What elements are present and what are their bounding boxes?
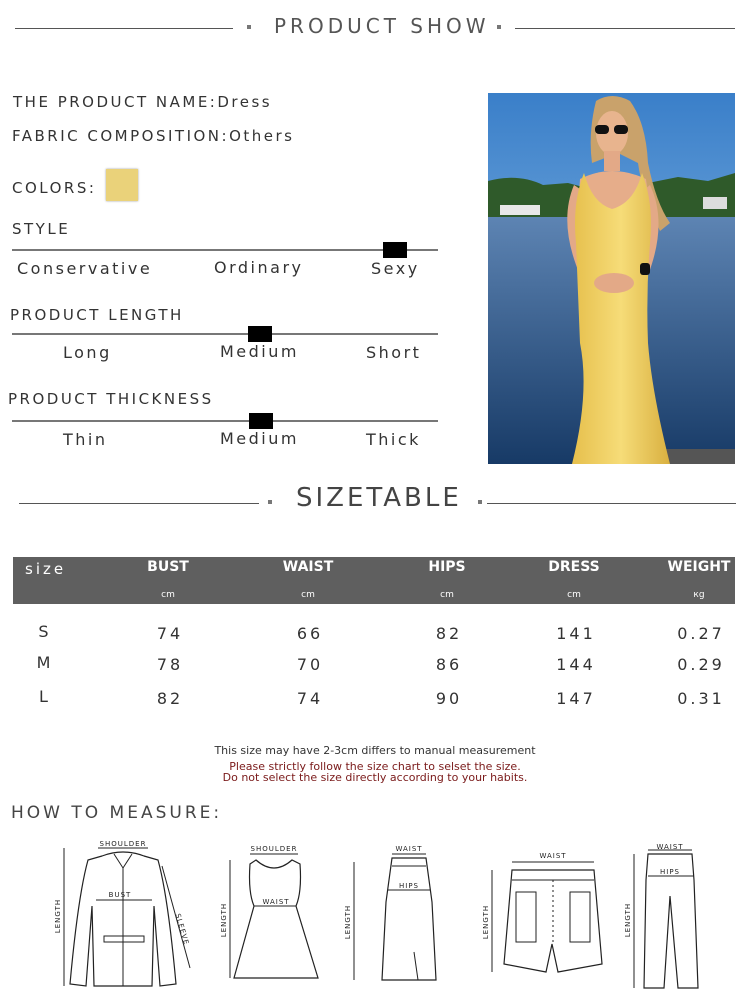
column-header-hips: HIPS [428, 559, 466, 575]
dress-waist-label: WAIST [262, 898, 290, 906]
style-marker [383, 242, 407, 258]
cell-dress: 144 [556, 655, 596, 674]
column-header-bust: BUST [147, 559, 189, 575]
column-unit-weight: кg [693, 590, 705, 600]
column-unit-dress: cm [567, 590, 581, 600]
column-header-dress: DRESS [548, 559, 600, 575]
length-scale [12, 333, 438, 335]
pants-waist-label: WAIST [656, 843, 684, 851]
pants-diagram [622, 840, 702, 992]
column-unit-bust: cm [161, 590, 175, 600]
jacket-bust-label: BUST [108, 891, 132, 899]
thickness-scale [12, 420, 438, 422]
cell-bust: 82 [156, 689, 184, 708]
column-header-waist: WAIST [282, 559, 334, 575]
header-dot-right [497, 25, 501, 29]
cell-bust: 78 [156, 655, 184, 674]
cell-weight: 0.27 [677, 624, 725, 643]
dress-diagram [216, 842, 328, 986]
thickness-marker [249, 413, 273, 429]
measurement-note: This size may have 2-3cm differs to manual measurement [214, 744, 536, 757]
jacket-diagram [50, 836, 200, 992]
size-column-header: size [25, 560, 67, 578]
dress-length-label: LENGTH [220, 902, 228, 938]
style-scale [12, 249, 438, 251]
how-to-measure-title: HOW TO MEASURE: [11, 803, 223, 823]
product-name: THE PRODUCT NAME:Dress [13, 93, 273, 111]
length-label: PRODUCT LENGTH [10, 306, 184, 324]
size-warning-1: Please strictly follow the size chart to selset the size. [229, 760, 521, 773]
style-option-ordinary: Ordinary [214, 258, 304, 277]
shorts-diagram [478, 848, 608, 976]
cell-hips: 86 [435, 655, 463, 674]
cell-weight: 0.31 [677, 689, 725, 708]
cell-hips: 82 [435, 624, 463, 643]
pants-hips-label: HIPS [660, 868, 680, 876]
dress-shoulder-label: SHOULDER [250, 845, 298, 853]
page-title: PRODUCT SHOW [274, 14, 490, 38]
column-header-weight: WEIGHT [667, 559, 731, 575]
sizetable-dot-left [268, 500, 272, 504]
model-photo [488, 93, 735, 464]
style-label: STYLE [12, 220, 71, 238]
sizetable-rule-right [487, 503, 736, 504]
skirt-length-label: LENGTH [344, 904, 352, 940]
length-option-medium: Medium [220, 342, 299, 361]
cell-dress: 141 [556, 624, 596, 643]
sizetable-rule-left [19, 503, 259, 504]
jacket-length-label: LENGTH [54, 898, 62, 934]
header-rule-right [515, 28, 735, 29]
cell-waist: 70 [296, 655, 324, 674]
cell-weight: 0.29 [677, 655, 725, 674]
thickness-option-medium: Medium [220, 429, 299, 448]
length-option-long: Long [63, 343, 112, 362]
column-unit-hips: cm [440, 590, 454, 600]
shorts-length-label: LENGTH [482, 904, 490, 940]
jacket-sleeve-label: SLEEVE [173, 912, 191, 947]
sizetable-title: SIZETABLE [296, 483, 462, 513]
pants-length-label: LENGTH [624, 902, 632, 938]
colors-label: COLORS: [12, 179, 97, 197]
thickness-label: PRODUCT THICKNESS [8, 390, 214, 408]
cell-waist: 66 [296, 624, 324, 643]
size-table-header [13, 557, 735, 604]
cell-bust: 74 [156, 624, 184, 643]
fabric-composition: FABRIC COMPOSITION:Others [12, 127, 295, 145]
cell-hips: 90 [435, 689, 463, 708]
style-option-conservative: Conservative [17, 259, 153, 278]
thickness-option-thick: Thick [366, 430, 421, 449]
skirt-diagram [344, 842, 444, 986]
thickness-option-thin: Thin [63, 430, 108, 449]
length-marker [248, 326, 272, 342]
row-size: M [36, 653, 54, 672]
jacket-shoulder-label: SHOULDER [99, 840, 147, 848]
header-rule-left [15, 28, 233, 29]
length-option-short: Short [366, 343, 422, 362]
skirt-waist-label: WAIST [395, 845, 423, 853]
size-warning-2: Do not select the size directly according to your habits. [222, 771, 528, 784]
sizetable-dot-right [478, 500, 482, 504]
color-swatch[interactable] [106, 169, 138, 201]
row-size: L [39, 687, 51, 706]
skirt-hips-label: HIPS [399, 882, 419, 890]
cell-dress: 147 [556, 689, 596, 708]
shorts-waist-label: WAIST [539, 852, 567, 860]
column-unit-waist: cm [301, 590, 315, 600]
header-dot-left [247, 25, 251, 29]
cell-waist: 74 [296, 689, 324, 708]
style-option-sexy: Sexy [371, 259, 420, 278]
row-size: S [38, 622, 52, 641]
